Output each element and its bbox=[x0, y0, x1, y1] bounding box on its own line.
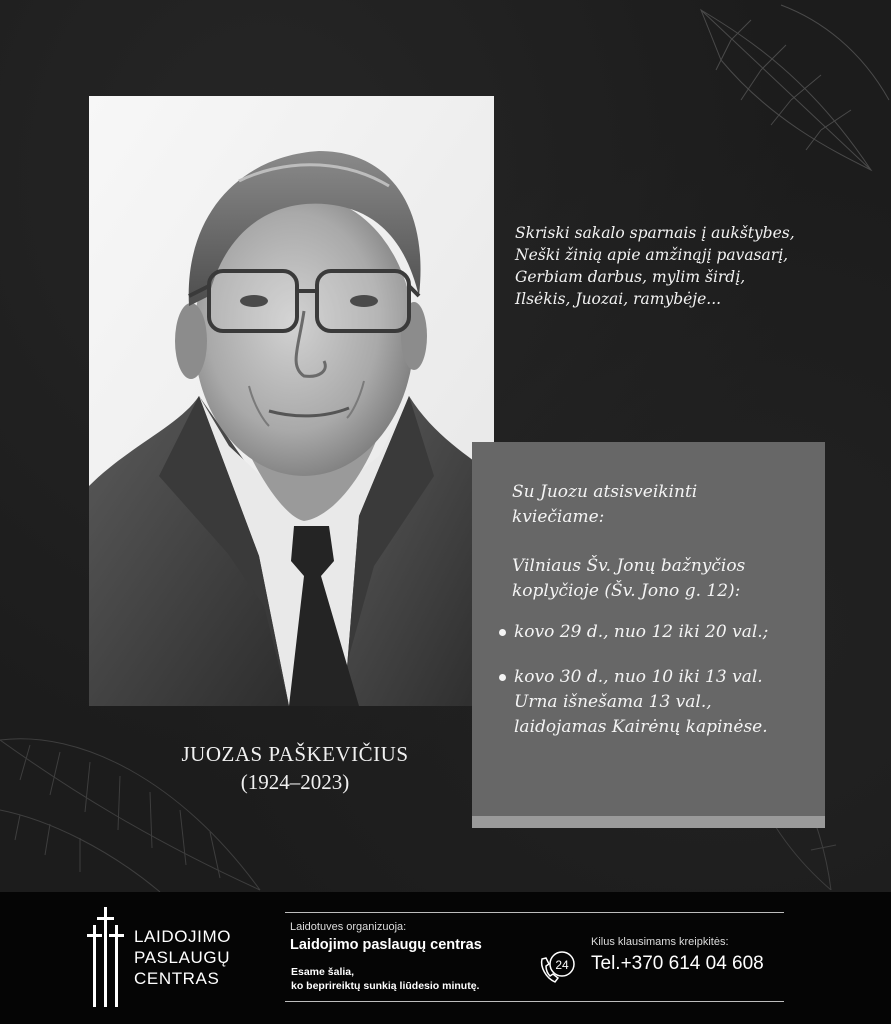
schedule-item-text: kovo 30 d., nuo 10 iki 13 val. bbox=[514, 667, 763, 687]
slogan-line: ko beprireiktų sunkią liūdesio minutę. bbox=[291, 980, 480, 992]
slogan bbox=[291, 965, 479, 993]
footer-divider-top bbox=[285, 912, 784, 913]
invite-place-line: koplyčioje (Šv. Jono g. 12): bbox=[512, 581, 741, 601]
decorative-leaf-icon bbox=[0, 700, 300, 892]
phone-24-icon bbox=[537, 945, 579, 987]
schedule-item bbox=[512, 620, 817, 645]
schedule-item-text: Urna išnešama 13 val., bbox=[514, 692, 712, 712]
phone-icon-badge: 24 bbox=[555, 958, 569, 972]
schedule-item-text: kovo 29 d., nuo 12 iki 20 val.; bbox=[514, 622, 769, 642]
bullet-icon bbox=[499, 674, 506, 681]
deceased-name: JUOZAS PAŠKEVIČIUS bbox=[181, 742, 409, 766]
schedule-item bbox=[512, 665, 817, 740]
contact-label: Kilus klausimams kreipkitės: bbox=[591, 936, 729, 948]
deceased-years: (1924–2023) bbox=[240, 770, 350, 794]
invite-intro-line: Su Juozu atsisveikinti bbox=[512, 482, 698, 502]
poem-line: Gerbiam darbus, mylim širdį, bbox=[515, 268, 746, 286]
logo-text bbox=[134, 926, 231, 989]
invitation-text bbox=[512, 480, 817, 740]
poem-line: Skriski sakalo sparnais į aukštybes, bbox=[515, 224, 795, 242]
footer-divider-bottom bbox=[285, 1001, 784, 1002]
invite-place-line: Vilniaus Šv. Jonų bažnyčios bbox=[512, 556, 746, 576]
poem bbox=[515, 222, 855, 310]
organizer-label: Laidotuves organizuoja: bbox=[290, 921, 407, 933]
organizer-name: Laidojimo paslaugų centras bbox=[290, 937, 482, 953]
contact-phone[interactable]: Tel.+370 614 04 608 bbox=[591, 953, 764, 974]
logo-line: LAIDOJIMO bbox=[134, 927, 232, 946]
decorative-leaf-icon bbox=[661, 0, 891, 200]
poem-line: Neški žinią apie amžinąjį pavasarį, bbox=[515, 246, 789, 264]
schedule-item-text: laidojamas Kairėnų kapinėse. bbox=[514, 717, 768, 737]
triple-cross-icon bbox=[84, 907, 128, 1007]
invitation-box-bottom-bar bbox=[472, 816, 825, 828]
poem-line: Ilsėkis, Juozai, ramybėje... bbox=[515, 290, 722, 308]
logo-line: CENTRAS bbox=[134, 969, 220, 988]
portrait-photo bbox=[89, 96, 494, 706]
logo-line: PASLAUGŲ bbox=[134, 948, 231, 967]
bullet-icon bbox=[499, 629, 506, 636]
invite-intro-line: kviečiame: bbox=[512, 507, 605, 527]
slogan-line: Esame šalia, bbox=[291, 966, 355, 978]
